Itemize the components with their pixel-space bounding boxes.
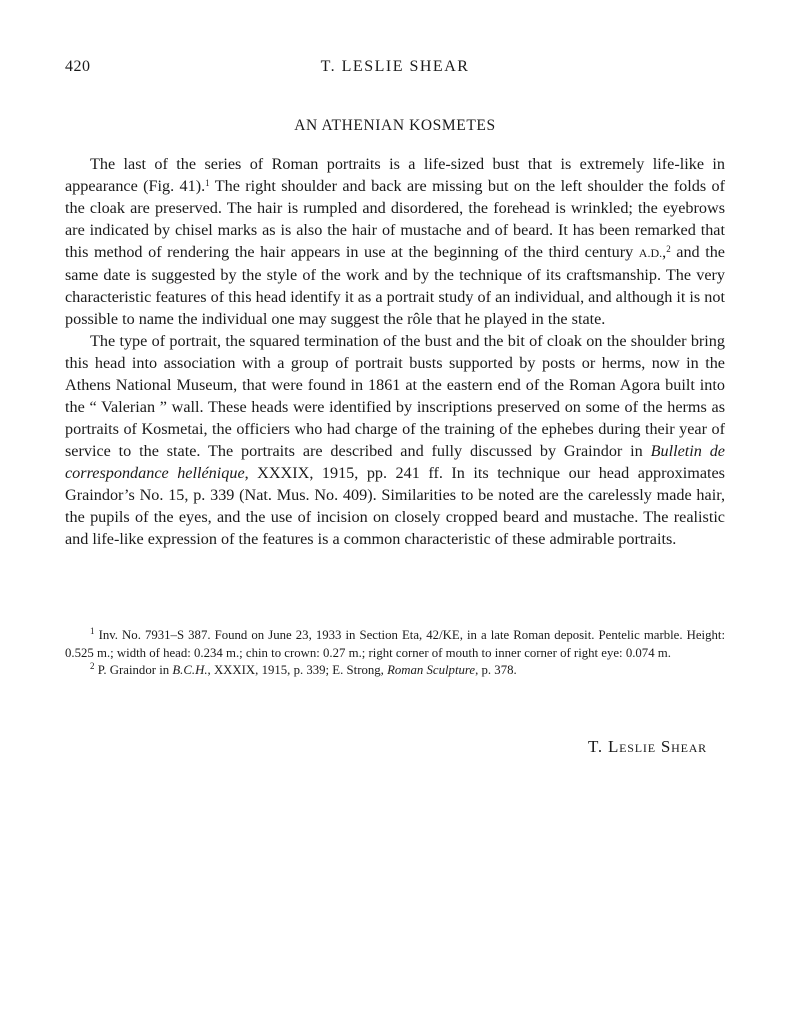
footnote-1-number: 1 — [90, 626, 95, 636]
footnote-2 — [65, 662, 725, 680]
paragraph-1 — [65, 153, 725, 330]
section-title: AN ATHENIAN KOSMETES — [294, 117, 496, 134]
running-title: T. LESLIE SHEAR — [320, 58, 470, 75]
footnotes — [65, 627, 725, 680]
paragraph-2 — [65, 330, 725, 550]
footnote-1-text: Inv. No. 7931–S 387. Found on June 23, 1933 in Section Eta, 42/KE, in a late Roman deposit. Pentelic marble. Height: 0.525 m.; width of head: 0.234 m.; chin to crown: 0.27 m.; right corner of mouth to inner corner of right eye: 0.074 m. — [65, 628, 725, 660]
paragraph-1-text-d: and the same date is suggested by the style of the work and by the technique of its craftsmanship. The very characteristic features of this head identify it as a portrait study of an individual, and although it is not possible to name the individual one may suggest the rôle that he played in the state. — [65, 243, 725, 328]
footnote-ref-2: 2 — [666, 244, 671, 254]
running-header — [65, 58, 725, 82]
journal-title: Bulletin de correspondance hellénique — [65, 442, 725, 482]
footnote-ref-1: 1 — [205, 178, 210, 188]
paragraph-1-text-a: The last of the series of Roman portraits is a life-sized bust that is extremely life-like in appearance (Fig. 41). — [65, 155, 725, 195]
footnote-2-number: 2 — [90, 661, 95, 671]
body-text — [65, 153, 725, 550]
journal-abbreviation: B.C.H. — [172, 663, 208, 677]
page-number: 420 — [65, 58, 91, 75]
paragraph-2-text-b: , XXXIX, 1915, pp. 241 ff. In its technique our head approximates Graindor’s No. 15, p. 339 (Nat. Mus. No. 409). Similarities to be noted are the carelessly made hair, the pupils of the eyes, and the use of incision on closely cropped beard and mustache. The realistic and life-like expression of the features is a common characteristic of these admirable portraits. — [65, 464, 725, 548]
era-abbreviation: A.D. — [638, 246, 663, 260]
footnote-1 — [65, 627, 725, 662]
author-signature: T. Leslie Shear — [587, 737, 707, 756]
footnote-2-text-b: , XXXIX, 1915, p. 339; E. Strong, — [207, 663, 388, 677]
footnote-2-text-c: , p. 378. — [475, 663, 517, 677]
book-title: Roman Sculpture — [387, 663, 476, 677]
paragraph-2-text-a: The type of portrait, the squared termination of the bust and the bit of cloak on the shoulder bring this head into association with a group of portrait busts supported by posts or herms, now in the Athens National Museum, that were found in 1861 at the eastern end of the Roman Agora built into the “ Valerian ” wall. These heads were identified by inscriptions preserved on some of the herms as portraits of Kosmetai, the officiers who had charge of the training of the ephebes during their year of service to the state. The portraits are described and fully discussed by Graindor in — [65, 332, 725, 460]
paragraph-1-text-b: The right shoulder and back are missing but on the left shoulder the folds of the cloak are preserved. The hair is rumpled and disordered, the forehead is wrinkled; the eyebrows are indicated by chisel marks as is also the hair of mustache and of beard. It has been remarked that this method of rendering the hair appears in use at the beginning of the third century — [65, 177, 726, 261]
paragraph-1-text-c: , — [662, 243, 667, 261]
footnote-2-text-a: P. Graindor in — [94, 663, 173, 677]
